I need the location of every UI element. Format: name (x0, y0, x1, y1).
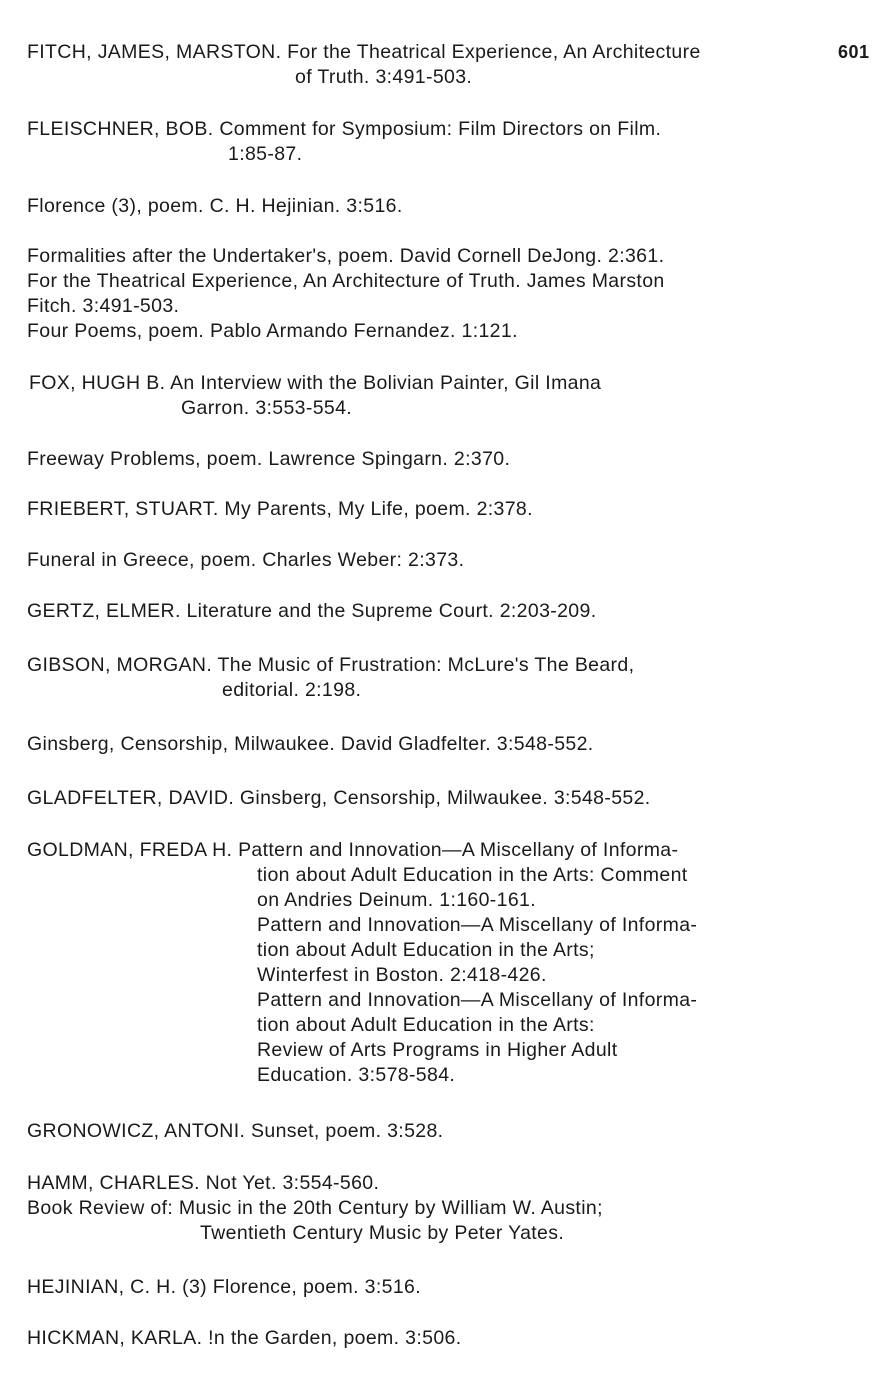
entry-line: FLEISCHNER, BOB. Comment for Symposium: Film Directors on Film. (27, 118, 662, 140)
index-entry (27, 732, 594, 757)
index-entry (27, 653, 634, 703)
entry-line: Fitch. 3:491-503. (27, 295, 180, 317)
entry-line: FRIEBERT, STUART. My Parents, My Life, poem. 2:378. (27, 498, 533, 520)
entry-line: Freeway Problems, poem. Lawrence Spingarn. 2:370. (27, 448, 511, 470)
entry-line: Florence (3), poem. C. H. Hejinian. 3:516. (27, 195, 403, 217)
index-entry (27, 548, 464, 573)
entry-line: editorial. 2:198. (222, 679, 362, 701)
entry-line: GLADFELTER, DAVID. Ginsberg, Censorship, Milwaukee. 3:548-552. (27, 787, 651, 809)
page-number: 601 (838, 42, 870, 62)
entry-line: HAMM, CHARLES. Not Yet. 3:554-560. (27, 1172, 380, 1194)
entry-line: Education. 3:578-584. (257, 1064, 456, 1086)
entry-line: tion about Adult Education in the Arts; (257, 939, 595, 961)
entry-line: Four Poems, poem. Pablo Armando Fernandez. 1:121. (27, 320, 518, 342)
entry-line: Twentieth Century Music by Peter Yates. (200, 1222, 565, 1244)
entry-line: Funeral in Greece, poem. Charles Weber: 2:373. (27, 549, 465, 571)
index-entry (27, 447, 510, 472)
index-entry (29, 371, 601, 421)
entry-line: GERTZ, ELMER. Literature and the Supreme Court. 2:203-209. (27, 600, 597, 622)
index-entry (27, 244, 665, 344)
index-entry (27, 838, 697, 1088)
entry-line: tion about Adult Education in the Arts: Comment (257, 864, 688, 886)
index-entry (27, 599, 596, 624)
entry-line: Formalities after the Undertaker's, poem. David Cornell DeJong. 2:361. (27, 245, 665, 267)
entry-line: HICKMAN, KARLA. !n the Garden, poem. 3:506. (27, 1327, 462, 1349)
entry-line: GOLDMAN, FREDA H. Pattern and Innovation—A Miscellany of Informa- (27, 839, 679, 861)
index-entry (27, 117, 661, 167)
index-entry (27, 194, 403, 219)
index-entry (27, 1275, 421, 1300)
entry-line: Review of Arts Programs in Higher Adult (257, 1039, 618, 1061)
index-entry (27, 1119, 443, 1144)
index-entry (27, 40, 701, 90)
index-entry (27, 1171, 603, 1246)
entry-line: HEJINIAN, C. H. (3) Florence, poem. 3:516. (27, 1276, 421, 1298)
entry-line: Book Review of: Music in the 20th Century by William W. Austin; (27, 1197, 603, 1219)
entry-line: GRONOWICZ, ANTONI. Sunset, poem. 3:528. (27, 1120, 444, 1142)
index-entry (27, 1326, 462, 1351)
entry-line: FITCH, JAMES, MARSTON. For the Theatrical Experience, An Architecture (27, 41, 701, 63)
entry-line: Garron. 3:553-554. (181, 397, 353, 419)
entry-line: GIBSON, MORGAN. The Music of Frustration: McLure's The Beard, (27, 654, 635, 676)
entry-line: on Andries Deinum. 1:160-161. (257, 889, 536, 911)
entry-line: For the Theatrical Experience, An Architecture of Truth. James Marston (27, 270, 665, 292)
entry-line: Pattern and Innovation—A Miscellany of Informa- (257, 914, 698, 936)
index-entry (27, 497, 533, 522)
index-entry (27, 786, 651, 811)
entry-line: of Truth. 3:491-503. (295, 66, 473, 88)
entry-line: Ginsberg, Censorship, Milwaukee. David Gladfelter. 3:548-552. (27, 733, 594, 755)
entry-line: 1:85-87. (228, 143, 303, 165)
entry-line: FOX, HUGH B. An Interview with the Bolivian Painter, Gil Imana (29, 372, 602, 394)
entry-line: Winterfest in Boston. 2:418-426. (257, 964, 547, 986)
entry-line: Pattern and Innovation—A Miscellany of Informa- (257, 989, 698, 1011)
entry-line: tion about Adult Education in the Arts: (257, 1014, 595, 1036)
